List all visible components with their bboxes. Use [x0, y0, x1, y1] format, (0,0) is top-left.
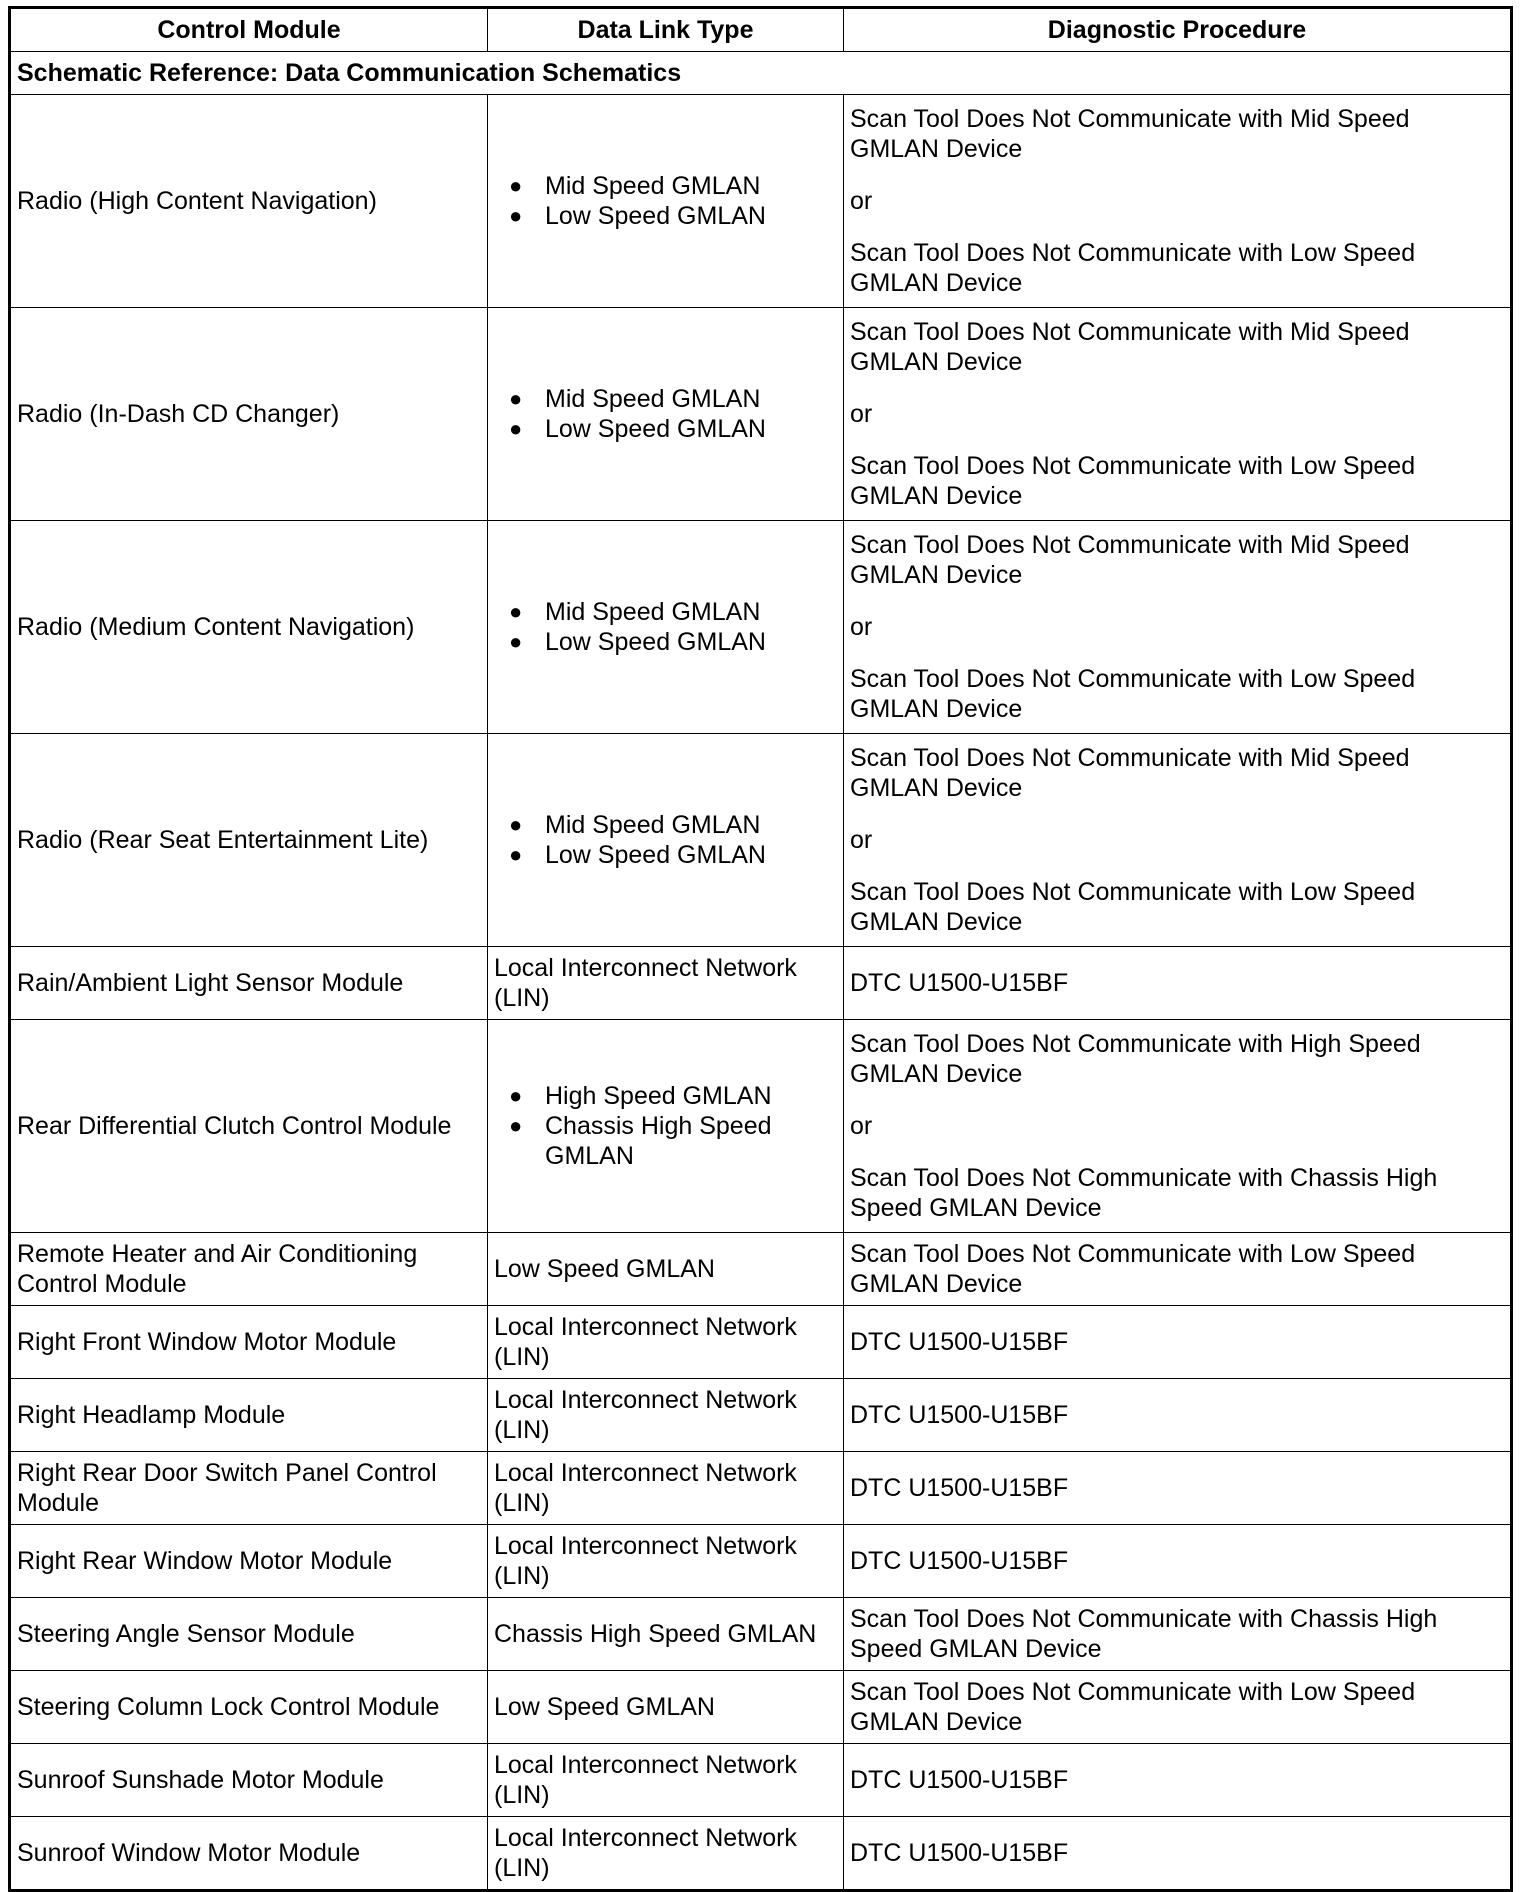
table-row	[10, 95, 1512, 308]
module-cell: Right Headlamp Module	[10, 1379, 488, 1452]
procedure-or: or	[850, 826, 873, 854]
procedure-link[interactable]: Scan Tool Does Not Communicate with Low Speed GMLAN Device	[850, 239, 1416, 297]
procedure-link[interactable]: Scan Tool Does Not Communicate with Low Speed GMLAN Device	[844, 1233, 1512, 1306]
module-cell: Rear Differential Clutch Control Module	[10, 1020, 488, 1233]
procedure-link[interactable]: Scan Tool Does Not Communicate with Mid Speed GMLAN Device	[850, 105, 1410, 163]
link-list	[494, 810, 837, 870]
module-cell: Remote Heater and Air Conditioning Control Module	[10, 1233, 488, 1306]
table-row	[10, 1817, 1512, 1891]
link-cell: Low Speed GMLAN	[488, 1671, 844, 1744]
table-row	[10, 1306, 1512, 1379]
procedure-or: or	[850, 187, 873, 215]
schematic-reference: Schematic Reference: Data Communication Schematics	[10, 52, 1512, 95]
table-row	[10, 308, 1512, 521]
procedure-or: or	[850, 613, 873, 641]
procedure-link[interactable]: DTC U1500-U15BF	[844, 1817, 1512, 1891]
link-cell	[488, 734, 844, 947]
table-row	[10, 734, 1512, 947]
link-list	[494, 384, 837, 444]
link-cell: Local Interconnect Network (LIN)	[488, 947, 844, 1020]
procedure-cell	[844, 308, 1512, 521]
procedure-cell	[844, 734, 1512, 947]
procedure-cell	[844, 1020, 1512, 1233]
procedure-link[interactable]: DTC U1500-U15BF	[844, 1744, 1512, 1817]
section-row	[10, 52, 1512, 95]
table-row	[10, 1671, 1512, 1744]
procedure-or: or	[850, 1112, 873, 1140]
module-cell: Right Rear Window Motor Module	[10, 1525, 488, 1598]
link-item: ● Mid Speed GMLAN	[539, 810, 837, 840]
procedure-link[interactable]: Scan Tool Does Not Communicate with Low Speed GMLAN Device	[844, 1671, 1512, 1744]
link-cell: Local Interconnect Network (LIN)	[488, 1379, 844, 1452]
procedure-link[interactable]: Scan Tool Does Not Communicate with Low Speed GMLAN Device	[850, 665, 1416, 723]
procedure-link[interactable]: Scan Tool Does Not Communicate with Chassis High Speed GMLAN Device	[844, 1598, 1512, 1671]
module-cell: Sunroof Sunshade Motor Module	[10, 1744, 488, 1817]
table-row	[10, 1379, 1512, 1452]
link-cell: Local Interconnect Network (LIN)	[488, 1744, 844, 1817]
link-list	[494, 1081, 837, 1171]
link-cell	[488, 95, 844, 308]
table-row	[10, 1598, 1512, 1671]
module-cell: Steering Column Lock Control Module	[10, 1671, 488, 1744]
link-item: ● Mid Speed GMLAN	[539, 597, 837, 627]
procedure-link[interactable]: Scan Tool Does Not Communicate with Low Speed GMLAN Device	[850, 878, 1416, 936]
procedure-link[interactable]: DTC U1500-U15BF	[844, 1452, 1512, 1525]
procedure-cell	[844, 95, 1512, 308]
link-item: ● Low Speed GMLAN	[539, 414, 837, 444]
procedure-link[interactable]: Scan Tool Does Not Communicate with Chassis High Speed GMLAN Device	[850, 1164, 1438, 1222]
link-cell: Local Interconnect Network (LIN)	[488, 1525, 844, 1598]
diagnostic-table	[8, 6, 1513, 1892]
module-cell: Radio (Rear Seat Entertainment Lite)	[10, 734, 488, 947]
link-item: ● Low Speed GMLAN	[539, 840, 837, 870]
procedure-link[interactable]: DTC U1500-U15BF	[844, 947, 1512, 1020]
table-row	[10, 1744, 1512, 1817]
procedure-link[interactable]: Scan Tool Does Not Communicate with High Speed GMLAN Device	[850, 1030, 1421, 1088]
table-row	[10, 947, 1512, 1020]
link-item: ● Low Speed GMLAN	[539, 201, 837, 231]
procedure-link[interactable]: DTC U1500-U15BF	[844, 1379, 1512, 1452]
procedure-link[interactable]: Scan Tool Does Not Communicate with Mid Speed GMLAN Device	[850, 318, 1410, 376]
link-item: ● Mid Speed GMLAN	[539, 384, 837, 414]
header-control-module: Control Module	[10, 8, 488, 52]
link-cell: Local Interconnect Network (LIN)	[488, 1452, 844, 1525]
module-cell: Rain/Ambient Light Sensor Module	[10, 947, 488, 1020]
module-cell: Radio (Medium Content Navigation)	[10, 521, 488, 734]
module-cell: Radio (In-Dash CD Changer)	[10, 308, 488, 521]
link-item: ● Mid Speed GMLAN	[539, 171, 837, 201]
module-cell: Sunroof Window Motor Module	[10, 1817, 488, 1891]
link-item: ● High Speed GMLAN	[539, 1081, 837, 1111]
procedure-link[interactable]: Scan Tool Does Not Communicate with Mid Speed GMLAN Device	[850, 744, 1410, 802]
link-list	[494, 171, 837, 231]
header-row	[10, 8, 1512, 52]
procedure-or: or	[850, 400, 873, 428]
procedure-link[interactable]: Scan Tool Does Not Communicate with Low Speed GMLAN Device	[850, 452, 1416, 510]
link-cell: Chassis High Speed GMLAN	[488, 1598, 844, 1671]
link-item: ● Chassis High Speed GMLAN	[539, 1111, 837, 1171]
link-cell: Local Interconnect Network (LIN)	[488, 1817, 844, 1891]
link-list	[494, 597, 837, 657]
procedure-link[interactable]: DTC U1500-U15BF	[844, 1306, 1512, 1379]
table-row	[10, 1452, 1512, 1525]
procedure-link[interactable]: DTC U1500-U15BF	[844, 1525, 1512, 1598]
link-cell	[488, 308, 844, 521]
table-row	[10, 1525, 1512, 1598]
module-cell: Right Front Window Motor Module	[10, 1306, 488, 1379]
header-diagnostic-procedure: Diagnostic Procedure	[844, 8, 1512, 52]
procedure-cell	[844, 521, 1512, 734]
link-cell: Local Interconnect Network (LIN)	[488, 1306, 844, 1379]
link-cell	[488, 1020, 844, 1233]
link-cell	[488, 521, 844, 734]
module-cell: Radio (High Content Navigation)	[10, 95, 488, 308]
table-row	[10, 521, 1512, 734]
link-item: ● Low Speed GMLAN	[539, 627, 837, 657]
table-row	[10, 1233, 1512, 1306]
procedure-link[interactable]: Scan Tool Does Not Communicate with Mid Speed GMLAN Device	[850, 531, 1410, 589]
module-cell: Right Rear Door Switch Panel Control Module	[10, 1452, 488, 1525]
header-data-link-type: Data Link Type	[488, 8, 844, 52]
table-row	[10, 1020, 1512, 1233]
link-cell: Low Speed GMLAN	[488, 1233, 844, 1306]
module-cell: Steering Angle Sensor Module	[10, 1598, 488, 1671]
